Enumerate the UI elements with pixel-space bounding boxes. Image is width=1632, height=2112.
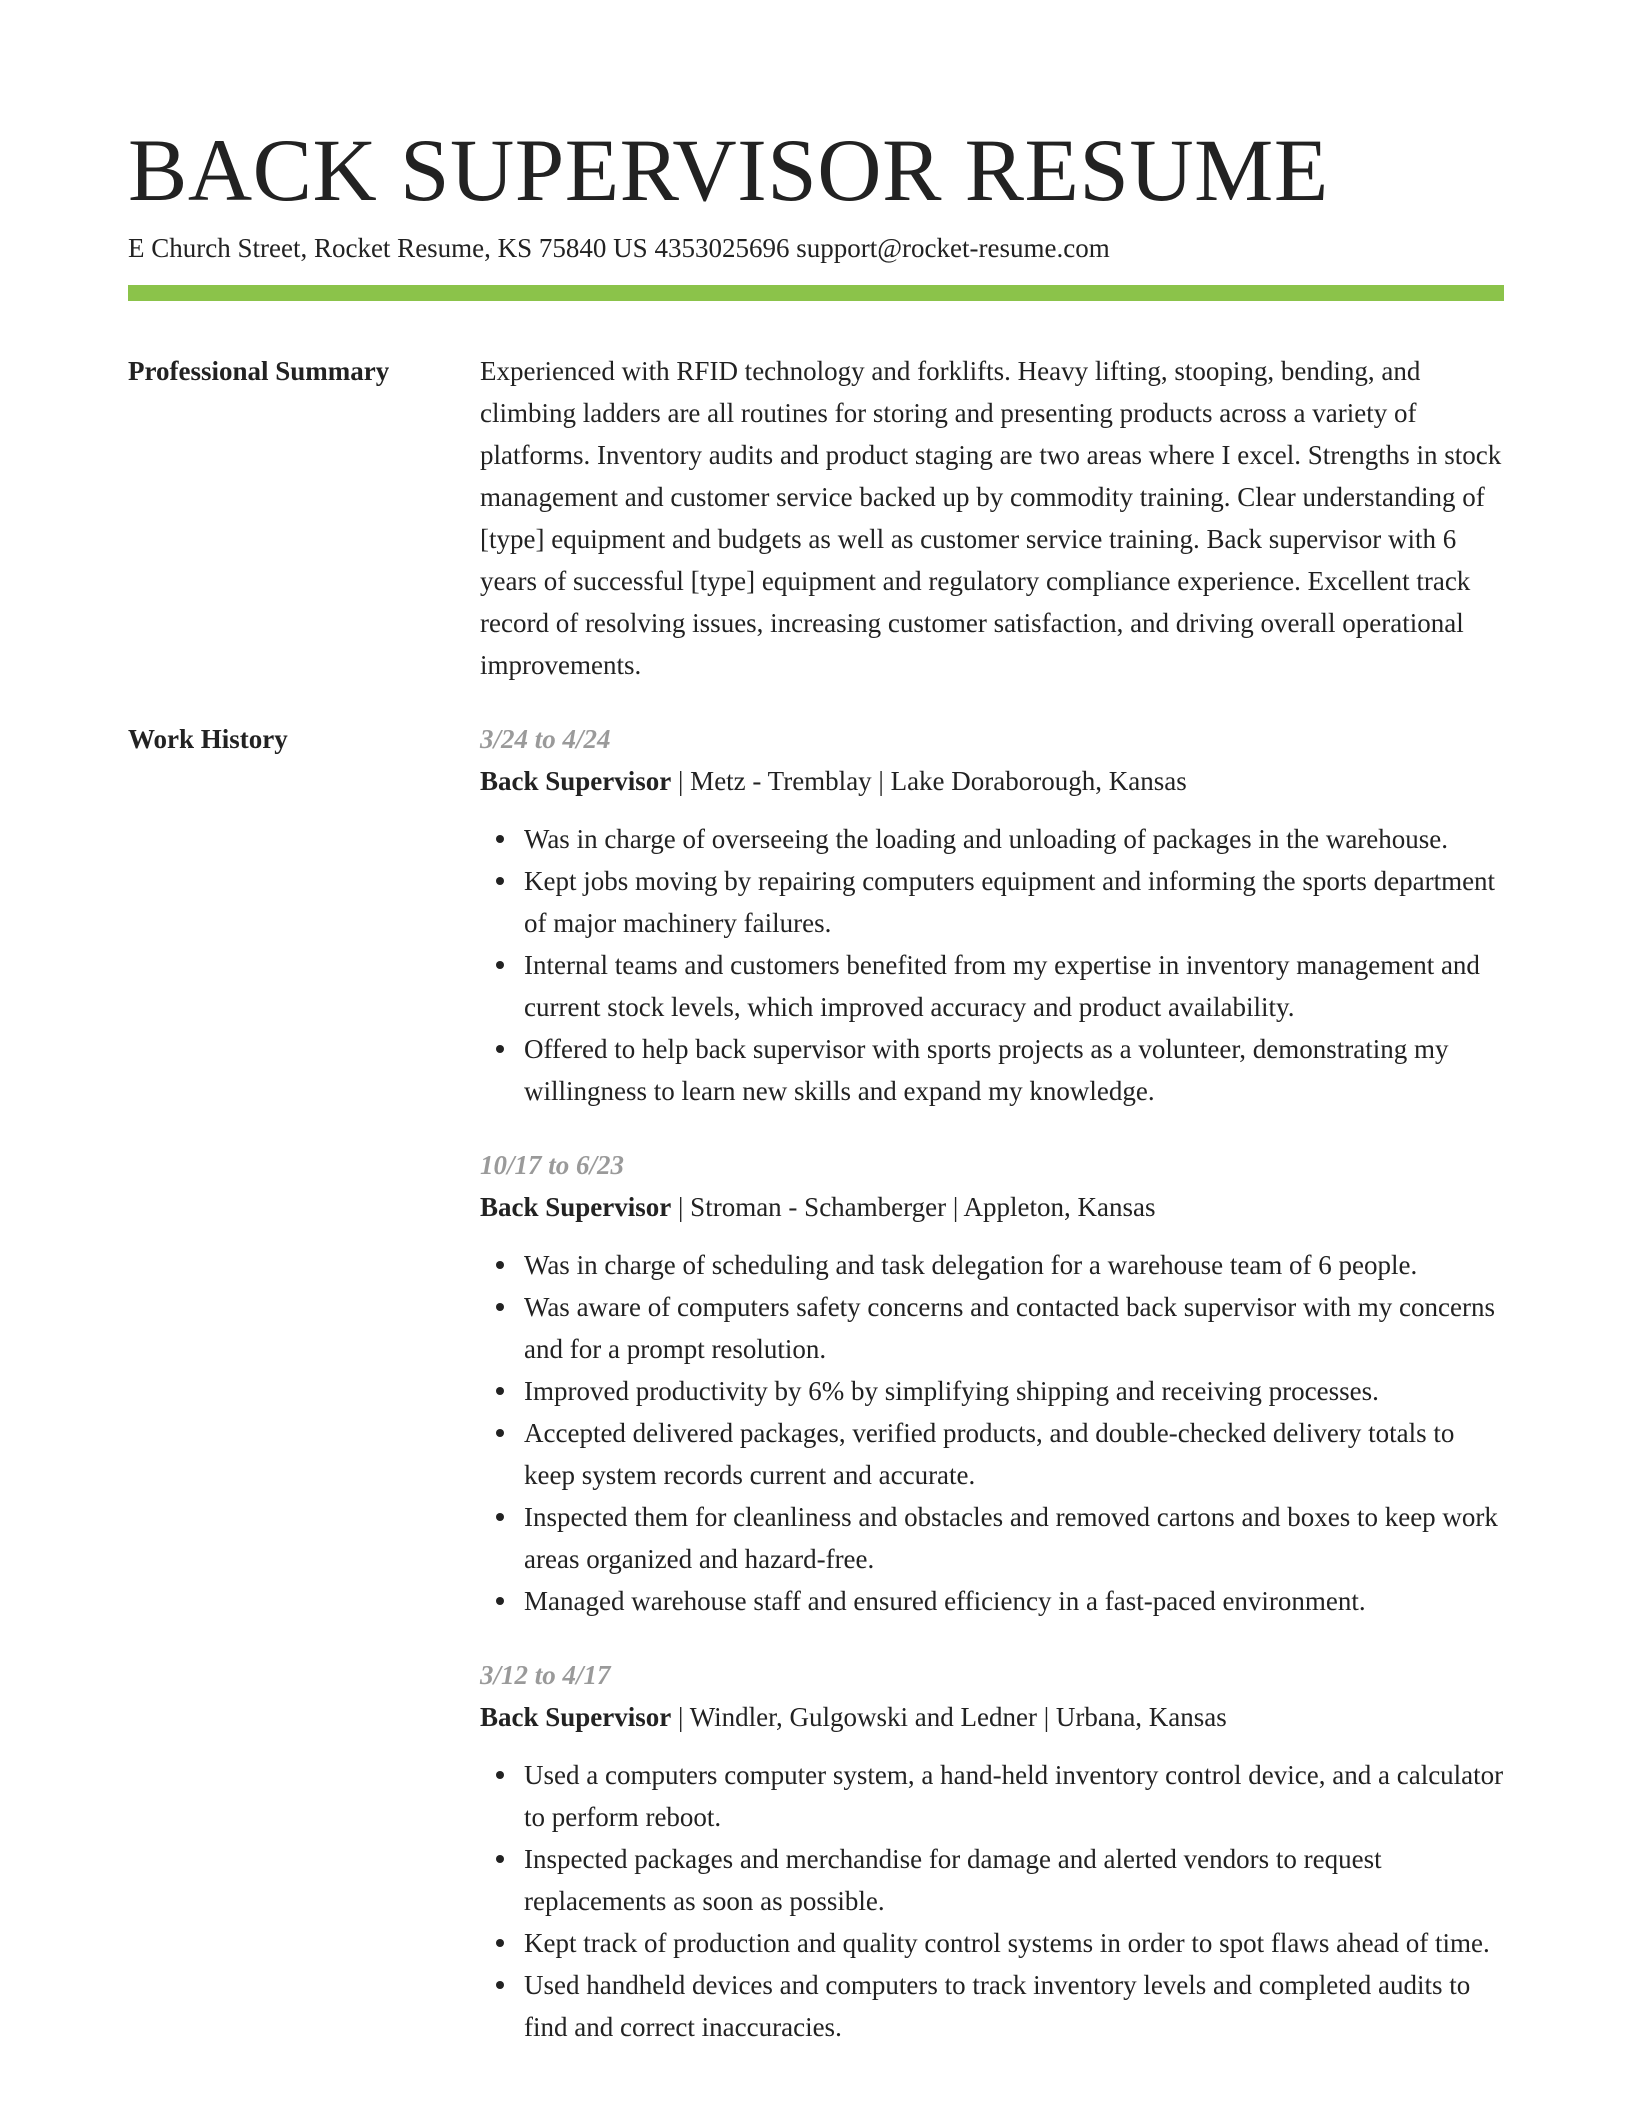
section-label-summary: Professional Summary — [128, 356, 390, 386]
job-dates: 3/24 to 4/24 — [480, 724, 611, 754]
list-item: Inspected packages and merchandise for damage and alerted vendors to request replacements as soon as possible. — [524, 1838, 1504, 1922]
job-heading — [480, 1696, 1504, 1738]
list-item: Internal teams and customers benefited from my expertise in inventory management and current stock levels, which improved accuracy and product availability. — [524, 944, 1504, 1028]
list-item: Was in charge of overseeing the loading and unloading of packages in the warehouse. — [524, 818, 1504, 860]
job-heading — [480, 760, 1504, 802]
list-item: Accepted delivered packages, verified products, and double-checked delivery totals to keep system records current and accurate. — [524, 1412, 1504, 1496]
job-employer-location: | Windler, Gulgowski and Ledner | Urbana, Kansas — [671, 1702, 1227, 1732]
job-dates: 10/17 to 6/23 — [480, 1150, 625, 1180]
job-title: Back Supervisor — [480, 766, 672, 796]
job-entry — [480, 1144, 1504, 1622]
job-employer-location: | Stroman - Schamberger | Appleton, Kansas — [671, 1192, 1156, 1222]
job-title: Back Supervisor — [480, 1192, 672, 1222]
job-bullets — [480, 818, 1504, 1112]
list-item: Was in charge of scheduling and task delegation for a warehouse team of 6 people. — [524, 1244, 1504, 1286]
list-item: Was aware of computers safety concerns and contacted back supervisor with my concerns and for a prompt resolution. — [524, 1286, 1504, 1370]
job-heading — [480, 1186, 1504, 1228]
list-item: Kept track of production and quality control systems in order to spot flaws ahead of time. — [524, 1922, 1504, 1964]
contact-line: E Church Street, Rocket Resume, KS 75840 US 4353025696 support@rocket-resume.com — [128, 233, 1110, 263]
list-item: Kept jobs moving by repairing computers equipment and informing the sports department of major machinery failures. — [524, 860, 1504, 944]
job-entry — [480, 718, 1504, 1112]
job-bullets — [480, 1244, 1504, 1622]
list-item: Offered to help back supervisor with sports projects as a volunteer, demonstrating my willingness to learn new skills and expand my knowledge. — [524, 1028, 1504, 1112]
job-dates: 3/12 to 4/17 — [480, 1660, 611, 1690]
list-item: Inspected them for cleanliness and obstacles and removed cartons and boxes to keep work areas organized and hazard-free. — [524, 1496, 1504, 1580]
list-item: Used handheld devices and computers to track inventory levels and completed audits to find and correct inaccuracies. — [524, 1964, 1504, 2048]
job-employer-location: | Metz - Tremblay | Lake Doraborough, Kansas — [671, 766, 1187, 796]
job-entry — [480, 1654, 1504, 2048]
list-item: Managed warehouse staff and ensured efficiency in a fast-paced environment. — [524, 1580, 1504, 1622]
job-bullets — [480, 1754, 1504, 2048]
list-item: Used a computers computer system, a hand-held inventory control device, and a calculator to perform reboot. — [524, 1754, 1504, 1838]
section-label-work: Work History — [128, 724, 288, 754]
accent-divider — [128, 285, 1504, 301]
resume-title: BACK SUPERVISOR RESUME — [128, 122, 1329, 220]
list-item: Improved productivity by 6% by simplifying shipping and receiving processes. — [524, 1370, 1504, 1412]
job-title: Back Supervisor — [480, 1702, 672, 1732]
work-history-body — [480, 718, 1504, 2080]
summary-text: Experienced with RFID technology and forklifts. Heavy lifting, stooping, bending, and climbing ladders are all routines for storing and presenting products across a variety of platforms. Inventory audits and product staging are two areas where I excel. Strengths in stock management and customer service backed up by commodity training. Clear understanding of [type] equipment and budgets as well as customer service training. Back supervisor with 6 years of successful [type] equipment and regulatory compliance experience. Excellent track record of resolving issues, increasing customer satisfaction, and driving overall operational improvements. — [480, 356, 1502, 680]
summary-body — [480, 350, 1504, 686]
